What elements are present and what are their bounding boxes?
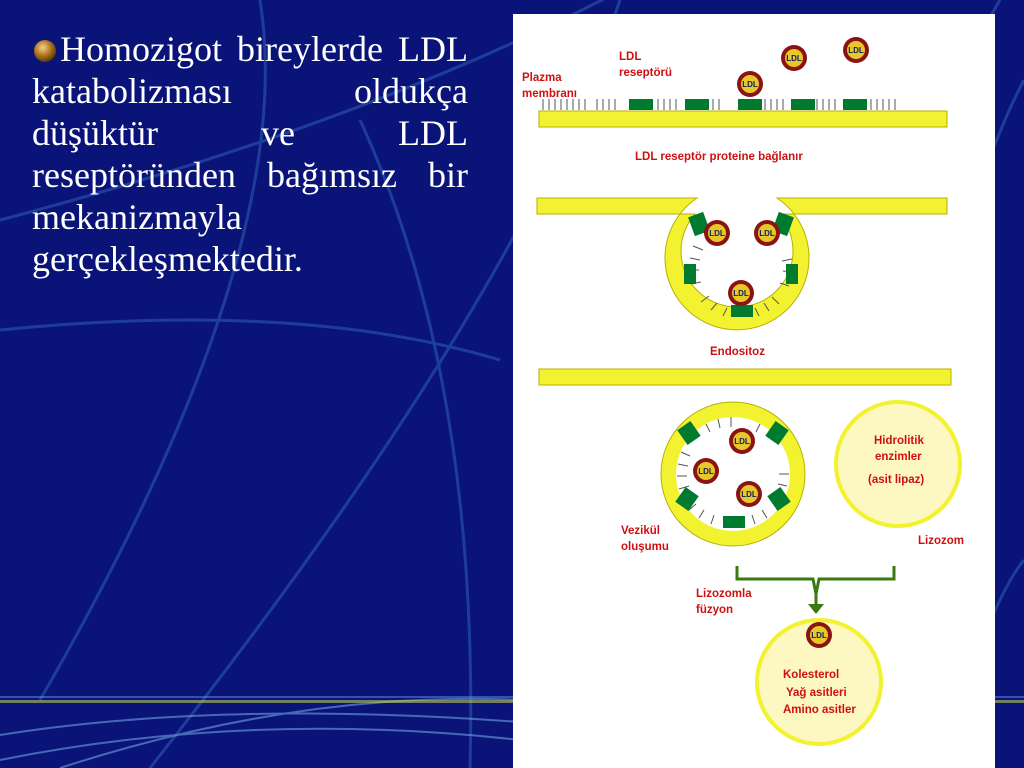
lizozom-label: Lizozom xyxy=(918,535,964,547)
svg-text:LDL: LDL xyxy=(733,289,749,298)
svg-text:LDL: LDL xyxy=(698,467,714,476)
ldl-particle xyxy=(729,428,755,454)
ldl-particle xyxy=(704,220,730,246)
ldl-receptors-row xyxy=(629,99,867,110)
ldl-reseptoru-label-line2: reseptörü xyxy=(619,67,673,79)
receptor-bristles xyxy=(543,99,895,110)
svg-text:LDL: LDL xyxy=(742,80,758,89)
ldl-particle xyxy=(693,458,719,484)
ldl-particle xyxy=(781,45,807,71)
svg-text:LDL: LDL xyxy=(709,229,725,238)
binding-step-label: LDL reseptör proteine bağlanır xyxy=(635,151,803,163)
ldl-particle xyxy=(737,71,763,97)
svg-text:LDL: LDL xyxy=(811,631,827,640)
product-kolesterol: Kolesterol xyxy=(783,669,840,681)
endositoz-label: Endositoz xyxy=(710,346,765,358)
plasma-membrane-lower xyxy=(539,369,951,385)
ldl-reseptoru-label-line1: LDL xyxy=(619,51,642,63)
plasma-membrane xyxy=(539,111,947,127)
hidrolitik-label-line1: Hidrolitik xyxy=(874,435,924,447)
fuzyon-label-line1: Lizozomla xyxy=(696,588,752,600)
vezikul-label-line2: oluşumu xyxy=(621,541,669,553)
lysosome xyxy=(836,402,960,526)
fuzyon-label-line2: füzyon xyxy=(696,604,734,616)
svg-text:LDL: LDL xyxy=(741,490,757,499)
product-amino-asitler: Amino asitler xyxy=(783,704,856,716)
svg-text:LDL: LDL xyxy=(848,46,864,55)
svg-text:LDL: LDL xyxy=(759,229,775,238)
ldl-particle xyxy=(754,220,780,246)
fusion-bracket-arrow xyxy=(737,566,894,594)
vezikul-label-line1: Vezikül xyxy=(621,525,660,537)
hidrolitik-label-line2: enzimler xyxy=(875,451,922,463)
ldl-particle xyxy=(728,280,754,306)
svg-text:LDL: LDL xyxy=(734,437,750,446)
ldl-particle xyxy=(806,622,832,648)
ldl-endocytosis-diagram xyxy=(513,14,995,768)
plazma-membrani-label-line2: membranı xyxy=(522,88,577,100)
bullet-text-content: Homozigot bireylerde LDL katabolizması oldukça düşüktür ve LDL reseptöründen bağımsız bir mekanizmayla gerçekleşmektedir. xyxy=(32,29,468,279)
ldl-particle xyxy=(736,481,762,507)
asit-lipaz-label: (asit lipaz) xyxy=(868,474,925,486)
bullet-sphere-icon xyxy=(32,38,58,64)
svg-text:LDL: LDL xyxy=(786,54,802,63)
bullet-paragraph xyxy=(32,28,468,280)
ldl-particle xyxy=(843,37,869,63)
product-yag-asitleri: Yağ asitleri xyxy=(786,687,847,699)
plazma-membrani-label-line1: Plazma xyxy=(522,72,562,84)
fusion-arrowhead xyxy=(808,604,824,614)
